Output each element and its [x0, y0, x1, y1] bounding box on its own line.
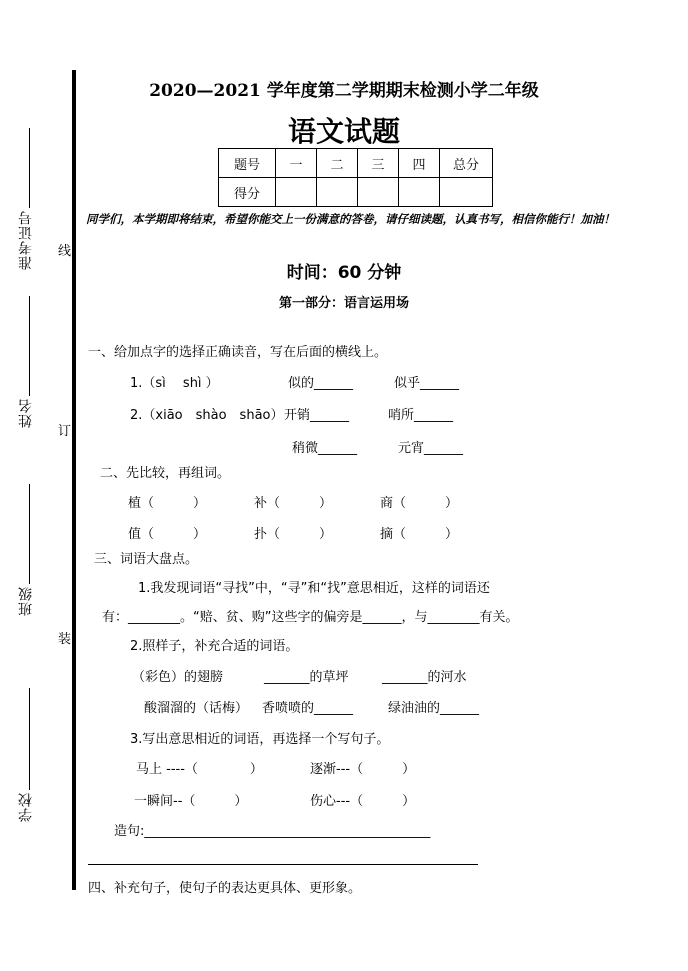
answer-line[interactable] [88, 864, 478, 865]
q1-line2-a: 开销______ [284, 408, 350, 423]
score-cell[interactable] [317, 178, 358, 207]
exam-title: 2020—2021 学年度第二学期期末检测小学二年级 [149, 81, 539, 101]
part-heading: 第一部分：语言运用场 [278, 296, 409, 311]
q3-p3-item: 一瞬间--（ ） [134, 794, 248, 809]
q3-title: 三、词语大盘点。 [94, 552, 199, 567]
table-header-cell: 总分 [440, 149, 493, 178]
mark-ding: 订 [58, 424, 72, 439]
score-row-label: 得分 [219, 178, 276, 207]
table-header-cell: 题号 [219, 149, 276, 178]
intro-text: 同学们，本学期即将结束，希望你能交上一份满意的答卷，请仔细读题，认真书写，相信你能行！加油！ [86, 212, 615, 226]
label-school: 学校 [18, 792, 34, 822]
q1-title: 一、给加点字的选择正确读音，写在后面的横线上。 [88, 345, 388, 360]
q2-title: 二、先比较，再组词。 [100, 466, 231, 481]
time-limit: 时间：60 分钟 [286, 263, 402, 283]
subject-title: 语文试题 [287, 115, 400, 148]
score-cell[interactable] [440, 178, 493, 207]
binding-rule [72, 70, 76, 890]
score-cell[interactable] [399, 178, 440, 207]
table-header-cell: 二 [317, 149, 358, 178]
q3-p2-item: 香喷喷的______ [262, 701, 354, 716]
q1-line3-b: 元宵______ [398, 441, 464, 456]
q2-item: 值（ ） [128, 527, 207, 542]
q2-item: 补（ ） [254, 496, 333, 511]
q3-p3-title: 3.写出意思相近的词语，再选择一个写句子。 [130, 732, 390, 747]
line-name [29, 296, 30, 396]
q2-item: 商（ ） [380, 496, 459, 511]
q3-p3-item: 马上 ----（ ） [136, 762, 263, 777]
score-cell[interactable] [276, 178, 317, 207]
q2-item: 扑（ ） [254, 527, 333, 542]
q1-line1-b: 似乎______ [394, 376, 460, 391]
line-school [29, 688, 30, 790]
label-class: 班级 [18, 586, 34, 616]
table-header-cell: 三 [358, 149, 399, 178]
table-header-cell: 一 [276, 149, 317, 178]
q3-p2-title: 2.照样子，补充合适的词语。 [130, 639, 299, 654]
q3-p2-item: （彩色）的翅膀 [132, 670, 224, 685]
q3-p2-item: 绿油油的______ [388, 701, 480, 716]
q3-p1-line2: 有：________。“赔、贫、购”这些字的偏旁是______，与________有关。 [102, 610, 519, 625]
line-class [29, 484, 30, 584]
q1-line2-options: 2.（xiāo shào shāo） [130, 408, 284, 423]
label-exam-number: 准考证号 [18, 210, 34, 270]
q3-p2-item: _______的草坪 [264, 670, 349, 685]
table-header-cell: 四 [399, 149, 440, 178]
mark-zhuang: 装 [58, 632, 72, 647]
q2-item: 植（ ） [128, 496, 207, 511]
q3-p2-item: 酸溜溜的（话梅） [144, 701, 249, 716]
score-table-header-row [219, 149, 493, 178]
q1-line1-a: 似的______ [288, 376, 354, 391]
mark-xian: 线 [58, 244, 72, 259]
q1-line3-a: 稍微______ [292, 441, 358, 456]
q3-p2-item: _______的河水 [382, 670, 467, 685]
score-table-score-row [219, 178, 493, 207]
q3-p1-line1: 1.我发现词语“寻找”中，“寻”和“找”意思相近，这样的词语还 [138, 581, 490, 596]
score-cell[interactable] [358, 178, 399, 207]
sentence-line[interactable]: 造句:____________________________________________ [114, 824, 431, 839]
q4-title: 四、补充句子，使句子的表达更具体、更形象。 [88, 881, 362, 896]
q3-p3-item: 伤心---（ ） [310, 794, 416, 809]
label-name: 姓名 [18, 398, 34, 428]
q2-item: 摘（ ） [380, 527, 459, 542]
score-table [218, 148, 493, 207]
q3-p3-item: 逐渐---（ ） [310, 762, 416, 777]
q1-line1-options: 1.（sì shì ） [130, 376, 219, 391]
q1-line2-b: 哨所______ [388, 408, 454, 423]
